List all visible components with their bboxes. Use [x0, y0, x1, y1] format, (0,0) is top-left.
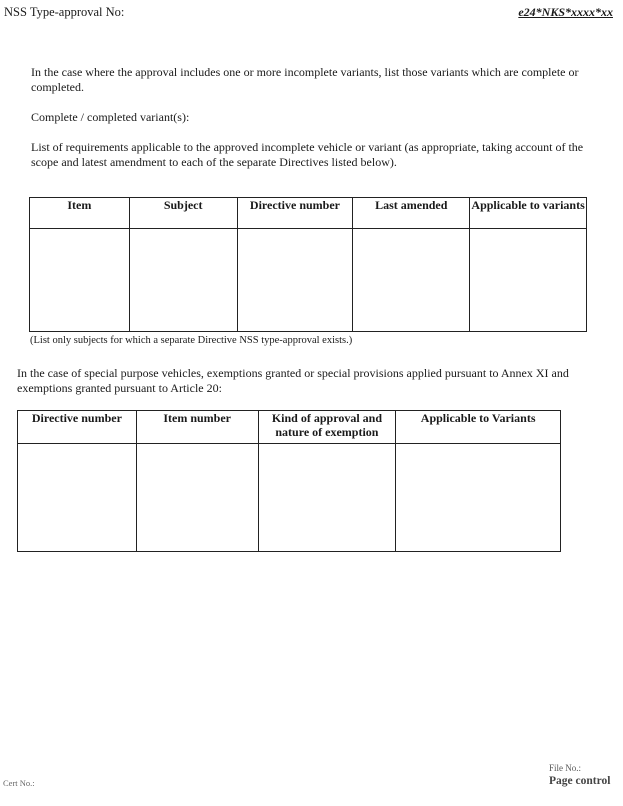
table-row — [30, 229, 587, 332]
table-cell[interactable] — [136, 444, 258, 552]
table-cell[interactable] — [237, 229, 353, 332]
table-cell[interactable] — [18, 444, 137, 552]
incomplete-variants-paragraph: In the case where the approval includes one or more incomplete variants, list those variants which are complete or completed. — [31, 65, 579, 94]
table-header-last-amended: Last amended — [353, 198, 470, 229]
table-cell[interactable] — [396, 444, 561, 552]
table-row — [18, 444, 561, 552]
table-header-applicable-to-variants: Applicable to variants — [470, 198, 587, 229]
exemptions-table — [17, 410, 561, 552]
table-header-subject: Subject — [129, 198, 237, 229]
table-header-directive-number: Directive number — [237, 198, 353, 229]
page-control-label: Page control — [549, 775, 611, 787]
completed-variants-label: Complete / completed variant(s): — [31, 110, 190, 124]
table-header-item: Item — [30, 198, 130, 229]
table-header-directive-number: Directive number — [18, 411, 137, 444]
table-note: (List only subjects for which a separate Directive NSS type-approval exists.) — [30, 335, 353, 346]
table-cell[interactable] — [129, 229, 237, 332]
table-cell[interactable] — [353, 229, 470, 332]
requirements-paragraph: List of requirements applicable to the approved incomplete vehicle or variant (as appropriate, taking account of the scope and latest amendment to each of the separate Directives listed below). — [31, 140, 584, 169]
table-cell[interactable] — [258, 444, 396, 552]
requirements-table — [29, 197, 587, 332]
type-approval-label: NSS Type-approval No: — [4, 5, 125, 19]
file-number-label: File No.: — [549, 763, 582, 773]
table-cell[interactable] — [470, 229, 587, 332]
table-header-item-number: Item number — [136, 411, 258, 444]
table-header-kind-of-approval: Kind of approval and nature of exemption — [258, 411, 396, 444]
table-header-applicable-to-variants: Applicable to Variants — [396, 411, 561, 444]
type-approval-number: e24*NKS*xxxx*xx — [518, 5, 613, 19]
cert-number-label: Cert No.: — [3, 778, 35, 788]
table-cell[interactable] — [30, 229, 130, 332]
special-purpose-paragraph: In the case of special purpose vehicles, exemptions granted or special provisions applied pursuant to Annex XI and exemptions granted pursuant to Article 20: — [17, 366, 569, 395]
